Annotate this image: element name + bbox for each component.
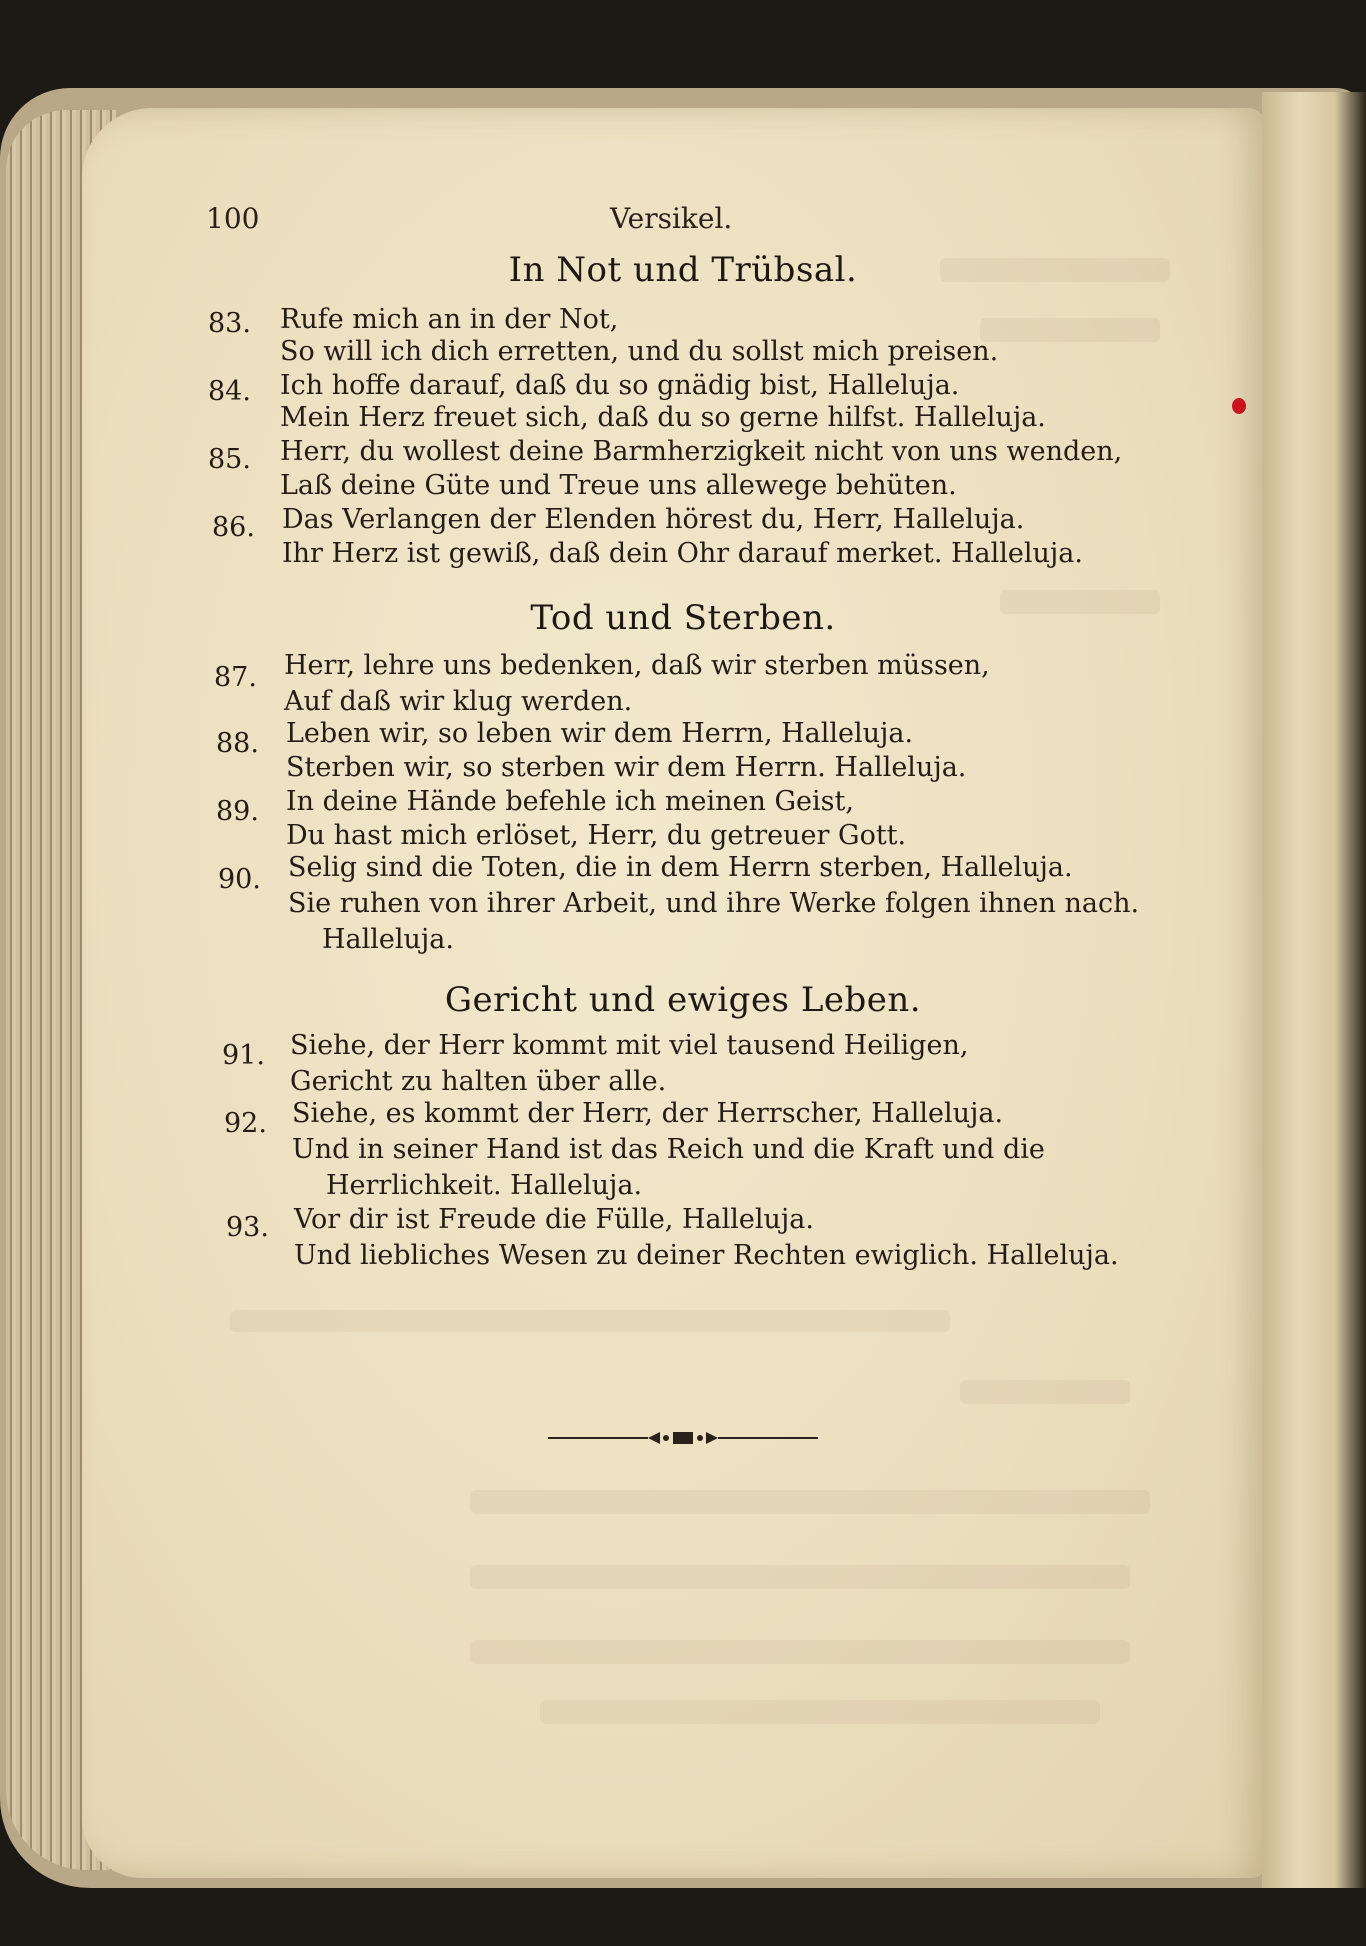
verse-line: Ihr Herz ist gewiß, daß dein Ohr darauf merket. Halleluja. bbox=[282, 538, 1083, 569]
verse-line: Das Verlangen der Elenden hörest du, Herr, Halleluja. bbox=[282, 504, 1025, 535]
section-title: In Not und Trübsal. bbox=[508, 250, 858, 290]
verse-line: Und in seiner Hand ist das Reich und die Kraft und die bbox=[292, 1134, 1045, 1165]
verse-line: Rufe mich an in der Not, bbox=[280, 304, 619, 335]
verse-line: Siehe, es kommt der Herr, der Herrscher, Halleluja. bbox=[292, 1098, 1004, 1129]
verse-line: Du hast mich erlöset, Herr, du getreuer Gott. bbox=[286, 820, 907, 851]
verse-number: 87. bbox=[214, 662, 257, 693]
verse-line: Vor dir ist Freude die Fülle, Halleluja. bbox=[294, 1204, 814, 1235]
verse-number: 84. bbox=[208, 376, 251, 407]
verse-line: In deine Hände befehle ich meinen Geist, bbox=[286, 786, 854, 817]
ornamental-rule-icon bbox=[548, 1428, 818, 1448]
verse-line: Gericht zu halten über alle. bbox=[290, 1066, 667, 1097]
verse-number: 88. bbox=[216, 728, 259, 759]
verse-line: Selig sind die Toten, die in dem Herrn sterben, Halleluja. bbox=[288, 852, 1073, 883]
verse-number: 92. bbox=[224, 1108, 267, 1139]
verse-line: Und liebliches Wesen zu deiner Rechten ewiglich. Halleluja. bbox=[294, 1240, 1119, 1271]
verse-number: 89. bbox=[216, 796, 259, 827]
verse-line: Sie ruhen von ihrer Arbeit, und ihre Werke folgen ihnen nach. bbox=[288, 888, 1140, 919]
verse-number: 85. bbox=[208, 444, 251, 475]
section-title: Gericht und ewiges Leben. bbox=[444, 980, 922, 1020]
verse-line: Auf daß wir klug werden. bbox=[284, 686, 633, 717]
verse-line: Herr, lehre uns bedenken, daß wir sterben müssen, bbox=[284, 650, 990, 681]
verse-line: Leben wir, so leben wir dem Herrn, Halleluja. bbox=[286, 718, 914, 749]
verse-line: Mein Herz freuet sich, daß du so gerne hilfst. Halleluja. bbox=[280, 402, 1046, 433]
verse-line: Halleluja. bbox=[322, 924, 454, 955]
verse-number: 86. bbox=[212, 512, 255, 543]
verse-number: 93. bbox=[226, 1212, 269, 1243]
verse-line: Herr, du wollest deine Barmherzigkeit nicht von uns wenden, bbox=[280, 436, 1123, 467]
verse-number: 90. bbox=[218, 864, 261, 895]
verse-line: Siehe, der Herr kommt mit viel tausend Heiligen, bbox=[290, 1030, 969, 1061]
verse-line: Ich hoffe darauf, daß du so gnädig bist, Halleluja. bbox=[280, 370, 960, 401]
verse-number: 91. bbox=[222, 1040, 265, 1071]
section-title: Tod und Sterben. bbox=[530, 598, 836, 638]
running-head: Versikel. bbox=[610, 202, 733, 235]
verse-line: Sterben wir, so sterben wir dem Herrn. Halleluja. bbox=[286, 752, 967, 783]
page-number: 100 bbox=[206, 202, 260, 235]
page-header bbox=[0, 202, 1366, 242]
verse-line: So will ich dich erretten, und du sollst mich preisen. bbox=[280, 336, 999, 367]
verse-number: 83. bbox=[208, 308, 251, 339]
verse-line: Laß deine Güte und Treue uns allewege behüten. bbox=[280, 470, 957, 501]
verse-line: Herrlichkeit. Halleluja. bbox=[326, 1170, 643, 1201]
